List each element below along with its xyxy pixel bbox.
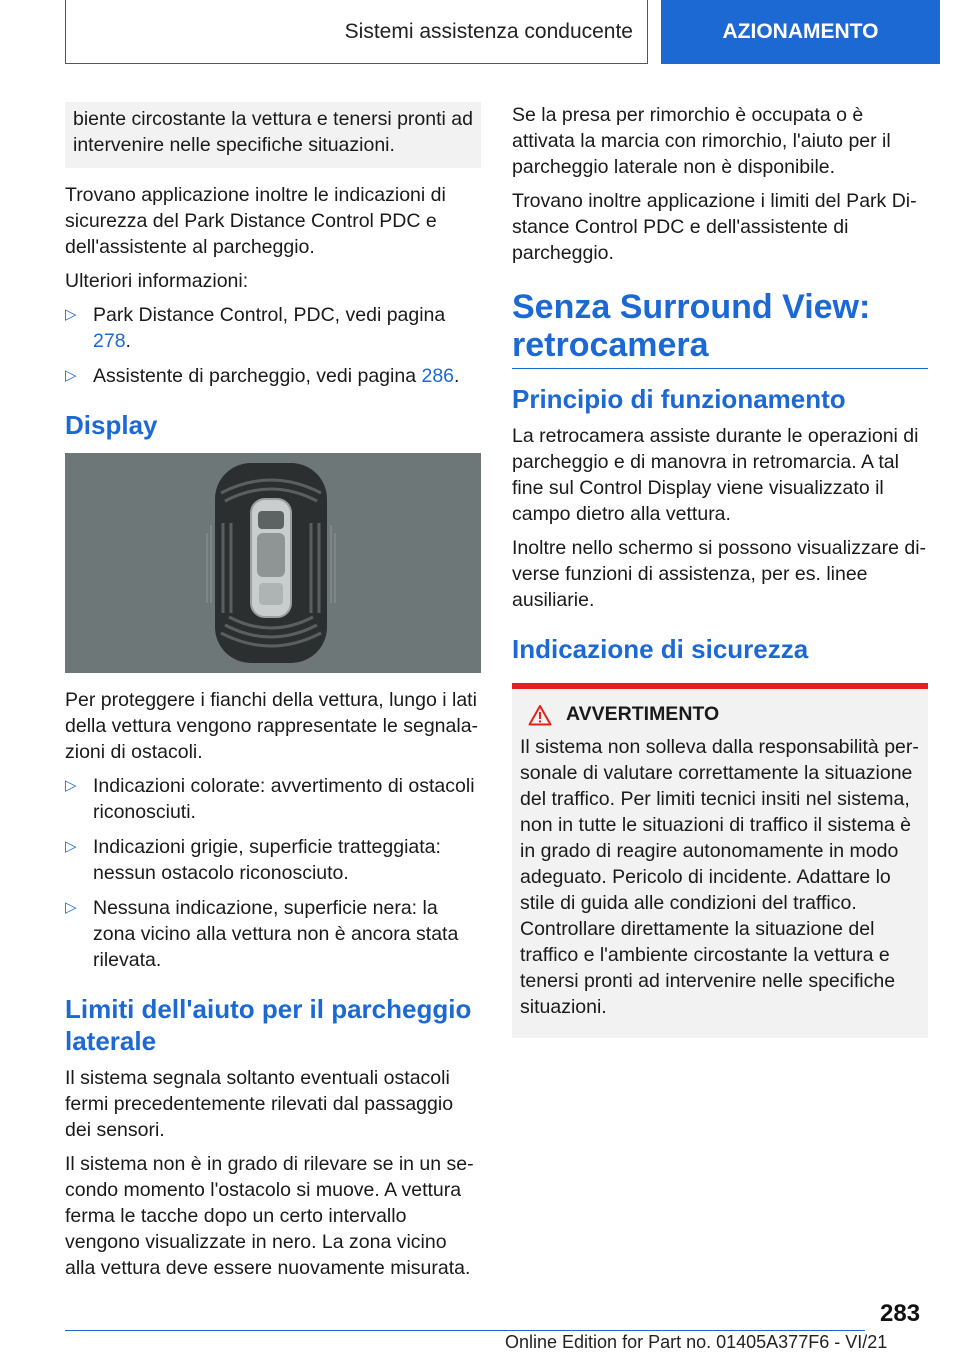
footer-divider — [65, 1330, 865, 1331]
list-item — [65, 773, 481, 825]
paragraph: Il sistema non è in grado di rilevare se in un secondo momento l'ostacolo si muove. A vettura ferma le tacche dopo un certo intervallo vengono visualizzate in nero. La zona vicino alla vettura deve essere nuovamente misurata. — [65, 1153, 474, 1279]
triangle-bullet-icon: ▷ — [65, 899, 77, 916]
list-item — [65, 302, 481, 354]
section-heading-limits: Limiti dell'aiuto per il parcheggio laterale — [65, 994, 472, 1056]
left-column — [65, 102, 481, 1289]
paragraph: Trovano inoltre applicazione i limiti del Park Distance Control PDC e dell'assistente di parcheggio. — [512, 190, 917, 264]
triangle-bullet-icon: ▷ — [65, 367, 77, 384]
list-item — [65, 895, 481, 973]
ref-text: Park Distance Control, PDC, vedi pagina — [93, 304, 446, 326]
paragraph: Inoltre nello schermo si possono visualizzare diverse funzioni di assistenza, per es. linee ausiliarie. — [512, 537, 927, 611]
header-chapter-tab[interactable]: AZIONAMENTO — [661, 0, 940, 64]
page-link[interactable]: 278 — [93, 330, 126, 352]
list-item-text: Indicazioni colorate: avvertimento di ostacoli riconosciuti. — [93, 775, 475, 823]
reference-list — [65, 302, 481, 389]
ref-tail: . — [125, 330, 131, 352]
ref-text: Assistente di parcheggio, vedi pagina — [93, 365, 422, 387]
header-section-title: Sistemi assistenza conducente — [65, 0, 648, 64]
ref-tail: . — [454, 365, 460, 387]
list-item-text: Indicazioni grigie, superficie tratteggiata: nessun ostacolo riconosciuto. — [93, 836, 441, 884]
paragraph: Trovano applicazione inoltre le indicazioni di sicurezza del Park Distance Control PDC e dell'assistente al parcheggio. — [65, 184, 446, 258]
warning-title: AVVERTIMENTO — [566, 703, 720, 725]
paragraph: Se la presa per rimorchio è occupata o è attivata la marcia con rimorchio, l'aiuto per il parcheggio laterale non è disponibile. — [512, 104, 891, 178]
paragraph: Il sistema segnala soltanto eventuali ostacoli fermi precedentemente rilevati dal passaggio dei sensori. — [65, 1067, 454, 1141]
section-heading-safety: Indicazione di sicurezza — [512, 634, 809, 664]
parking-display-image — [65, 453, 481, 673]
paragraph: Per proteggere i fianchi della vettura, lungo i lati della vettura vengono rappresentate le segnalazioni di ostacoli. — [65, 689, 479, 763]
section-heading-principle: Principio di funzionamento — [512, 384, 846, 414]
continued-warning-box — [65, 102, 481, 168]
list-item-text: Nessuna indicazione, superficie nera: la zona vicino alla vettura non è ancora stata rilevata. — [93, 897, 459, 971]
warning-triangle-icon — [528, 704, 552, 726]
paragraph: Ulteriori informazioni: — [65, 270, 249, 292]
page-number: 283 — [880, 1300, 921, 1327]
list-item — [65, 834, 481, 886]
section-heading-display: Display — [65, 410, 158, 440]
warning-header — [528, 703, 920, 726]
triangle-bullet-icon: ▷ — [65, 777, 77, 794]
triangle-bullet-icon: ▷ — [65, 306, 77, 323]
chapter-heading-rear-camera: Senza Surround View: retrocamera — [512, 288, 928, 369]
page-link[interactable]: 286 — [421, 365, 455, 387]
footer-edition: Online Edition for Part no. 01405A377F6 - VI/21 — [505, 1332, 888, 1352]
list-item — [65, 363, 481, 389]
indication-list — [65, 773, 481, 973]
warning-text: Il sistema non solleva dalla responsabilità personale di valutare correttamente la situazione del traffico. Per limiti tecnici insiti nel sistema, non in tutte le situazioni di traffico il sistema è in grado di reagire autonomamente in modo adeguato. Pericolo di incidente. Adattare lo stile di guida alle condizioni del traffico. Controllare direttamente la situazione del traffico e l'ambiente circostante la vettura e tenersi pronti ad intervenire nelle specifiche situazioni. — [520, 736, 919, 1018]
right-column — [512, 102, 928, 1038]
warning-box — [512, 683, 928, 1038]
continued-warning-text: biente circostante la vettura e tenersi pronti ad intervenire nelle specifiche situazioni. — [73, 108, 473, 156]
paragraph: La retrocamera assiste durante le operazioni di parcheggio e di manovra in retromarcia. A tal fine sul Control Display viene visualizzato il campo dietro alla vettura. — [512, 425, 919, 525]
triangle-bullet-icon: ▷ — [65, 838, 77, 855]
